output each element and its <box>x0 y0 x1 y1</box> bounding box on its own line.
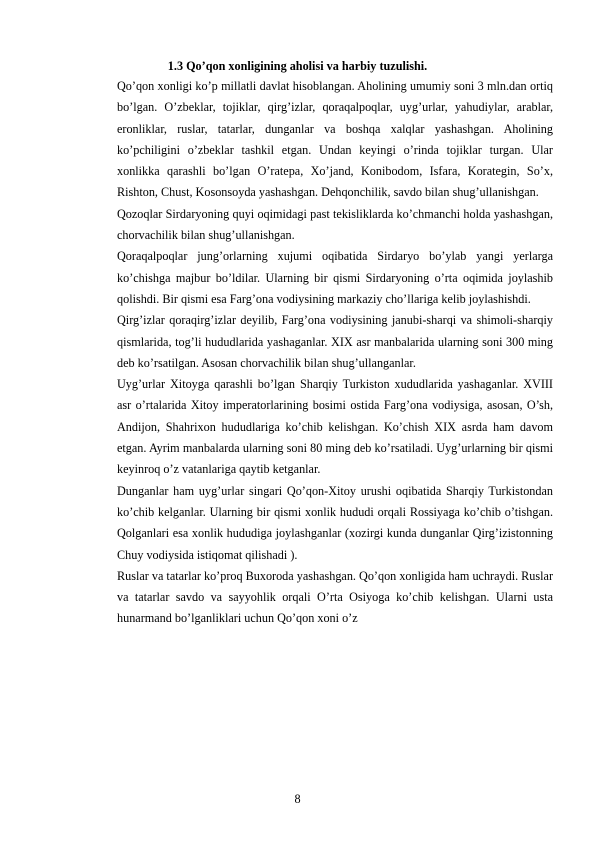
section-heading: 1.3 Qo’qon xonligining aholisi va harbiy tuzulishi. <box>167 59 428 73</box>
paragraph: Qoraqalpoqlar jung’orlarning xujumi oqibatida Sirdaryo bo’ylab yangi yerlarga ko’chishga majbur bo’ldilar. Ularning bir qismi Sirdaryoning o’rta oqimida joylashib qolishdi. Bir qismi esa Farg’ona vodiysining markaziy cho’llariga kelib joylashishdi. <box>117 249 553 306</box>
paragraph: Qo’qon xonligi ko’p millatli davlat hisoblangan. Aholining umumiy soni 3 mln.dan ortiq bo’lgan. O’zbeklar, tojiklar, qirg’izlar, qoraqalpoqlar, uyg’urlar, yahudiylar, arablar, eronliklar, ruslar, tatarlar, dunganlar va boshqa xalqlar yashashgan. Aholining ko’pchiligini o’zbeklar tashkil etgan. Undan keyingi o’rinda tojiklar turgan. Ular xonlikka qarashli bo’lgan O’ratepa, Xo’jand, Konibodom, Isfara, Korategin, So’x, Rishton, Chust, Kosonsoyda yashashgan. Dehqonchilik, savdo bilan shug’ullanishgan. <box>117 79 553 200</box>
page-number: 8 <box>294 792 301 806</box>
body-text <box>117 76 553 630</box>
paragraph: Ruslar va tatarlar ko’proq Buxoroda yashashgan. Qo’qon xonligida ham uchraydi. Ruslar va tatarlar savdo va sayyohlik orqali O’rta Osiyoga ko’chib kelishgan. Ularni usta hunarmand bo’lganliklari uchun Qo’qon xoni o’z <box>117 568 553 626</box>
paragraph: Qirg’izlar qoraqirg’izlar deyilib, Farg’ona vodiysining janubi-sharqi va shimoli-sharqiy qismlarida, tog’li hududlarida yashaganlar. XIX asr manbalarida ularning soni 300 ming deb ko’rsatilgan. Asosan chorvachilik bilan shug’ullanganlar. <box>117 313 553 370</box>
paragraph: Uyg’urlar Xitoyga qarashli bo’lgan Sharqiy Turkiston xududlarida yashaganlar. XVIII asr o’rtalarida Xitoy imperatorlarining bosimi ostida Farg’ona vodiysiga, asosan, O’sh, Andijon, Shahrixon hududlariga ko’chib kelishgan. Ko’chish XIX asrda ham davom etgan. Ayrim manbalarda ularning soni 80 ming deb ko’rsatiladi. Uyg’urlarning bir qismi keyinroq o’z vatanlariga qaytib ketganlar. <box>117 377 553 477</box>
paragraph: Dunganlar ham uyg’urlar singari Qo’qon-Xitoy urushi oqibatida Sharqiy Turkistondan ko’chib kelganlar. Ularning bir qismi xonlik hududi orqali Rossiyaga ko’chib o’tishgan. Qolganlari esa xonlik hududiga joylashganlar (xozirgi kunda dunganlar Qirg’izistonning Chuy vodiysida istiqomat qilishadi ). <box>117 483 553 562</box>
paragraph: Qozoqlar Sirdaryoning quyi oqimidagi past tekisliklarda ko’chmanchi holda yashashgan, chorvachilik bilan shug’ullanishgan. <box>117 206 553 243</box>
